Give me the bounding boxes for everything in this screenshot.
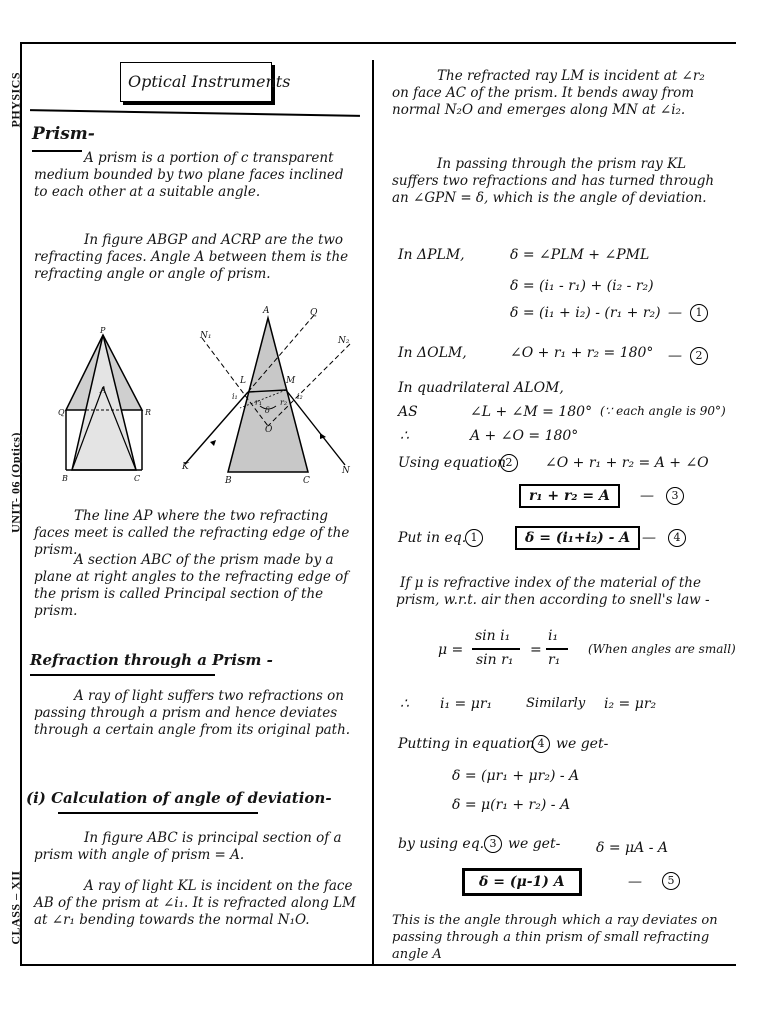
fig2-label-B: B [225, 476, 232, 486]
column-divider [372, 60, 374, 964]
fig2-label-A: A [263, 306, 270, 316]
putting-number: 4 [532, 735, 550, 753]
fig2-label-i2: i₂ [297, 392, 303, 401]
right-angle-note: (∵ each angle is 90°) [600, 404, 726, 418]
equation-4-box: δ = (i₁+i₂) - A [515, 526, 640, 550]
heading-calculation-underline [58, 812, 258, 814]
refracted-ray-text: The refracted ray LM is incident at ∠r₂ on face AC of the prism. It bends away from normal N₂O and emerges along MN at ∠i₂. [392, 68, 705, 118]
equation-1b: δ = (i₁ - r₁) + (i₂ - r₂) [510, 278, 654, 294]
mu-label: μ = [438, 642, 464, 658]
fig2-label-L: L [240, 376, 246, 386]
prism-definition: A prism is a portion of c transparent medium bounded by two plane faces inclined to each other at a suitable angle. [34, 150, 344, 200]
heading-prism: Prism- [32, 124, 95, 144]
heading-refraction: Refraction through a Prism - [30, 651, 273, 669]
title-underline [30, 109, 360, 116]
sin-denominator: sin r₁ [476, 652, 514, 668]
calculation-text-1: In figure ABC is principal section of a prism with angle of prism = A. [34, 830, 342, 863]
fig2-label-O: O [265, 425, 273, 435]
equation-5b: δ = μ(r₁ + r₂) - A [452, 797, 571, 813]
by-using-label: by using eq. [398, 836, 485, 852]
equation-number-1: 1 [690, 304, 708, 322]
fig2-label-N1: N₁ [200, 331, 212, 341]
deviation-text: In passing through the prism ray KL suffers two refractions and has turned through an ∠GPN = δ, which is the angle of deviation. [392, 156, 715, 206]
equation-number-3: 3 [666, 487, 684, 505]
fraction-bar-sin [472, 648, 520, 650]
bottom-border [20, 964, 736, 966]
approx-equals: = [530, 642, 542, 658]
using-equation-number: 2 [500, 454, 518, 472]
using-equation-label: Using equation [398, 455, 507, 471]
therefore-1: ∴ [400, 428, 409, 444]
fig1-label-A: A [100, 386, 107, 396]
fig1-label-B: B [62, 474, 68, 483]
equation-number-4: 4 [668, 529, 686, 547]
heading-refraction-underline [30, 674, 215, 676]
equation-number-2: 2 [690, 347, 708, 365]
dash-2: — [668, 348, 682, 364]
fig2-label-C: C [303, 476, 310, 486]
r-denominator: r₁ [548, 652, 561, 668]
dash-3: — [640, 488, 654, 504]
fig2-label-N2: N₂ [338, 336, 350, 346]
putting-we-get: we get- [556, 736, 609, 752]
therefore-2: ∴ [400, 696, 409, 712]
fig2-label-r1: r₁ [255, 398, 263, 407]
refraction-text: A ray of light suffers two refractions on passing through a prism and hence deviates through a certain angle from its original path. [34, 688, 351, 738]
equation-using: ∠O + r₁ + r₂ = A + ∠O [545, 455, 709, 471]
fig1-label-R: R [145, 408, 152, 417]
conclusion-text: This is the angle through which a ray deviates on passing through a thin prism of small refracting angle A [392, 913, 718, 962]
fig1-label-C: C [134, 474, 141, 483]
sidebar-top: PHYSICS [8, 71, 23, 128]
plm-label: In ΔPLM, [398, 247, 465, 263]
by-using-number: 3 [484, 835, 502, 853]
snells-law-text: If μ is refractive index of the material of the prism, w.r.t. air then according to snell's law - [396, 575, 710, 608]
olm-label: In ΔOLM, [398, 345, 467, 361]
equation-i2: i₂ = μr₂ [604, 696, 657, 712]
fig1-label-Q: Q [58, 408, 65, 417]
sin-numerator: sin i₁ [475, 628, 511, 644]
fig2-label-Q: Q [310, 308, 318, 318]
i-numerator: i₁ [548, 628, 559, 644]
prism-3d-figure [58, 325, 170, 485]
put-in-number: 1 [465, 529, 483, 547]
by-using-we-get: we get- [508, 836, 561, 852]
put-in-label: Put in eq. [398, 530, 467, 546]
dash-4: — [642, 530, 656, 546]
page-title: Optical Instruments [128, 72, 291, 91]
fig1-label-P: P [100, 326, 106, 335]
top-border [20, 42, 736, 44]
fig2-label-M: M [286, 376, 296, 386]
equation-2: ∠O + r₁ + r₂ = 180° [510, 345, 654, 361]
small-angles-note: (When angles are small) [588, 642, 736, 656]
equation-final: δ = μA - A [596, 840, 669, 856]
equation-a: A + ∠O = 180° [470, 428, 579, 444]
equation-5a: δ = (μr₁ + μr₂) - A [452, 768, 580, 784]
calculation-text-2: A ray of light KL is incident on the face AB of the prism at ∠i₁. It is refracted along LM at ∠r₁ bending towards the normal N₁O. [34, 878, 356, 928]
dash-1: — [668, 305, 682, 321]
equation-3-box: r₁ + r₂ = A [519, 484, 620, 508]
equation-number-5: 5 [662, 872, 680, 890]
heading-calculation: (i) Calculation of angle of deviation- [26, 789, 332, 807]
prism-faces-text: In figure ABGP and ACRP are the two refracting faces. Angle A between them is the refracting angle or angle of prism. [34, 232, 349, 282]
putting-label: Putting in equation [398, 736, 535, 752]
similarly-label: Similarly [526, 696, 586, 711]
fig2-label-N: N [342, 466, 350, 476]
equation-1c: δ = (i₁ + i₂) - (r₁ + r₂) [510, 305, 661, 321]
fig2-label-delta: δ [265, 406, 270, 415]
principal-section-text: A section ABC of the prism made by a plane at right angles to the refracting edge of the prism is called Principal section of the prism. [34, 552, 349, 619]
equation-lm: ∠L + ∠M = 180° [470, 404, 593, 420]
as-label: AS [398, 404, 418, 420]
fraction-bar-i [546, 648, 568, 650]
fig2-label-r2: r₂ [280, 398, 288, 407]
equation-5-box: δ = (μ-1) A [462, 868, 582, 896]
fig2-label-i1: i₁ [232, 392, 238, 401]
dash-5: — [628, 874, 642, 890]
sidebar-bottom: CLASS – XII [8, 870, 23, 945]
quadrilateral-label: In quadrilateral ALOM, [398, 380, 564, 396]
refracting-edge-text: The line AP where the two refracting faces meet is called the refracting edge of the prism. [34, 508, 350, 558]
equation-i1: i₁ = μr₁ [440, 696, 493, 712]
fig2-label-K: K [182, 462, 189, 472]
equation-1a: δ = ∠PLM + ∠PML [510, 247, 650, 263]
sidebar-middle: UNIT- 06 (Optics) [8, 432, 23, 533]
